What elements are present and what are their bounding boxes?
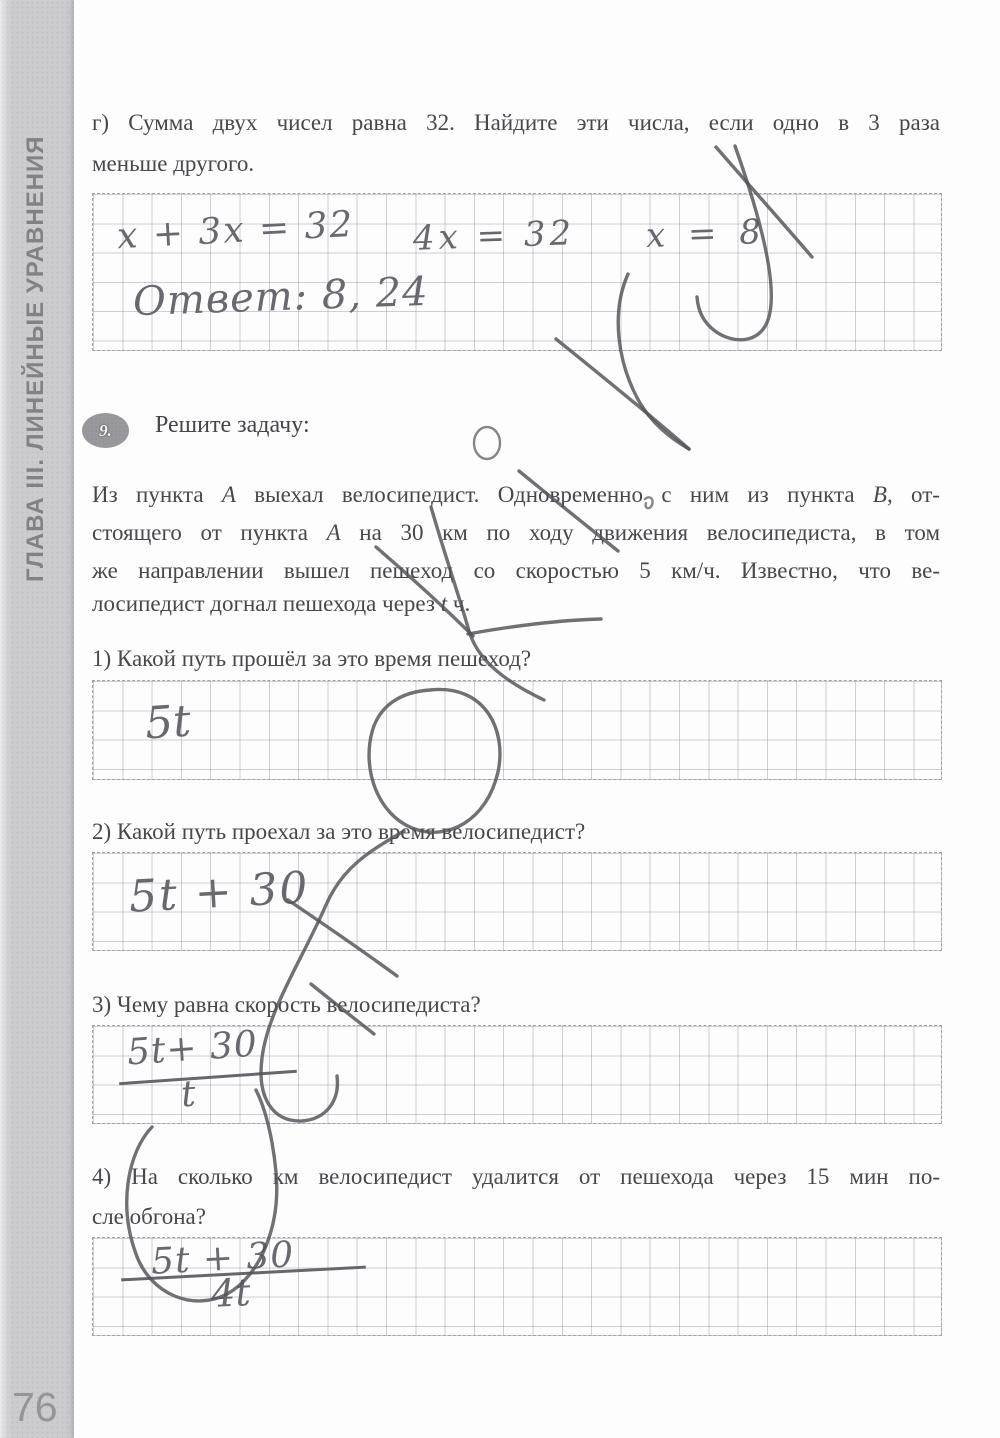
handwritten-answer-q1: 5t — [143, 695, 193, 750]
task-number: 9. — [99, 420, 112, 440]
answer-grid-question-1 — [92, 680, 942, 780]
question-4-label-line-1: 4) На сколько км велосипедист удалится от пешехода через 15 мин по- — [92, 1164, 940, 1189]
exercise-g-line-2: меньше другого. — [92, 151, 255, 176]
handwritten-fraction-numerator-q3: 5t+ 30 — [125, 1023, 260, 1074]
handwritten-answer: Ответ: 8, 24 — [132, 268, 430, 326]
task-number-badge — [82, 413, 129, 448]
handwritten-fraction-denominator-q3: t — [179, 1073, 197, 1116]
handwritten-equation-2: 4x = 32 — [412, 213, 576, 259]
task-title: Решите задачу: — [155, 412, 310, 438]
handwritten-fraction-denominator-q4: 4t — [209, 1269, 252, 1317]
handwritten-answer-q2: 5t + 30 — [127, 862, 311, 923]
task-body-line-4: лосипедист догнал пешехода через t ч. — [92, 591, 471, 616]
answer-grid-exercise-g — [92, 193, 942, 351]
question-4-label-line-2: сле обгона? — [92, 1204, 206, 1229]
task-body-line-2: стоящего от пункта A на 30 км по ходу движения велосипедиста, в том — [92, 520, 940, 545]
task-body-line-3: же направлении вышел пешеход со скоростью 5 км/ч. Известно, что ве- — [92, 558, 940, 583]
page-number: 76 — [12, 1384, 58, 1430]
chapter-sidebar — [0, 0, 74, 1438]
task-body-line-1: Из пункта A выехал велосипедист. Одновременно с ним из пункта B, от- — [92, 482, 940, 507]
answer-grid-question-2 — [92, 852, 942, 951]
question-2-label: 2) Какой путь проехал за это время велосипедист? — [92, 819, 586, 844]
answer-grid-question-4 — [92, 1234, 942, 1336]
exercise-g-line-1: г) Сумма двух чисел равна 32. Найдите эти числа, если одно в 3 раза — [92, 110, 940, 135]
handwritten-equation-1: x + 3x = 32 — [116, 203, 356, 258]
question-3-label: 3) Чему равна скорость велосипедиста? — [92, 992, 481, 1017]
answer-grid-question-3 — [92, 1025, 942, 1124]
chapter-title: ГЛАВА III. ЛИНЕЙНЫЕ УРАВНЕНИЯ — [22, 135, 49, 582]
handwritten-fraction-numerator-q4: 5t + 30 — [150, 1234, 296, 1283]
question-1-label: 1) Какой путь прошёл за это время пешеход? — [92, 646, 532, 671]
handwritten-equation-3: x = 8 — [645, 211, 768, 257]
